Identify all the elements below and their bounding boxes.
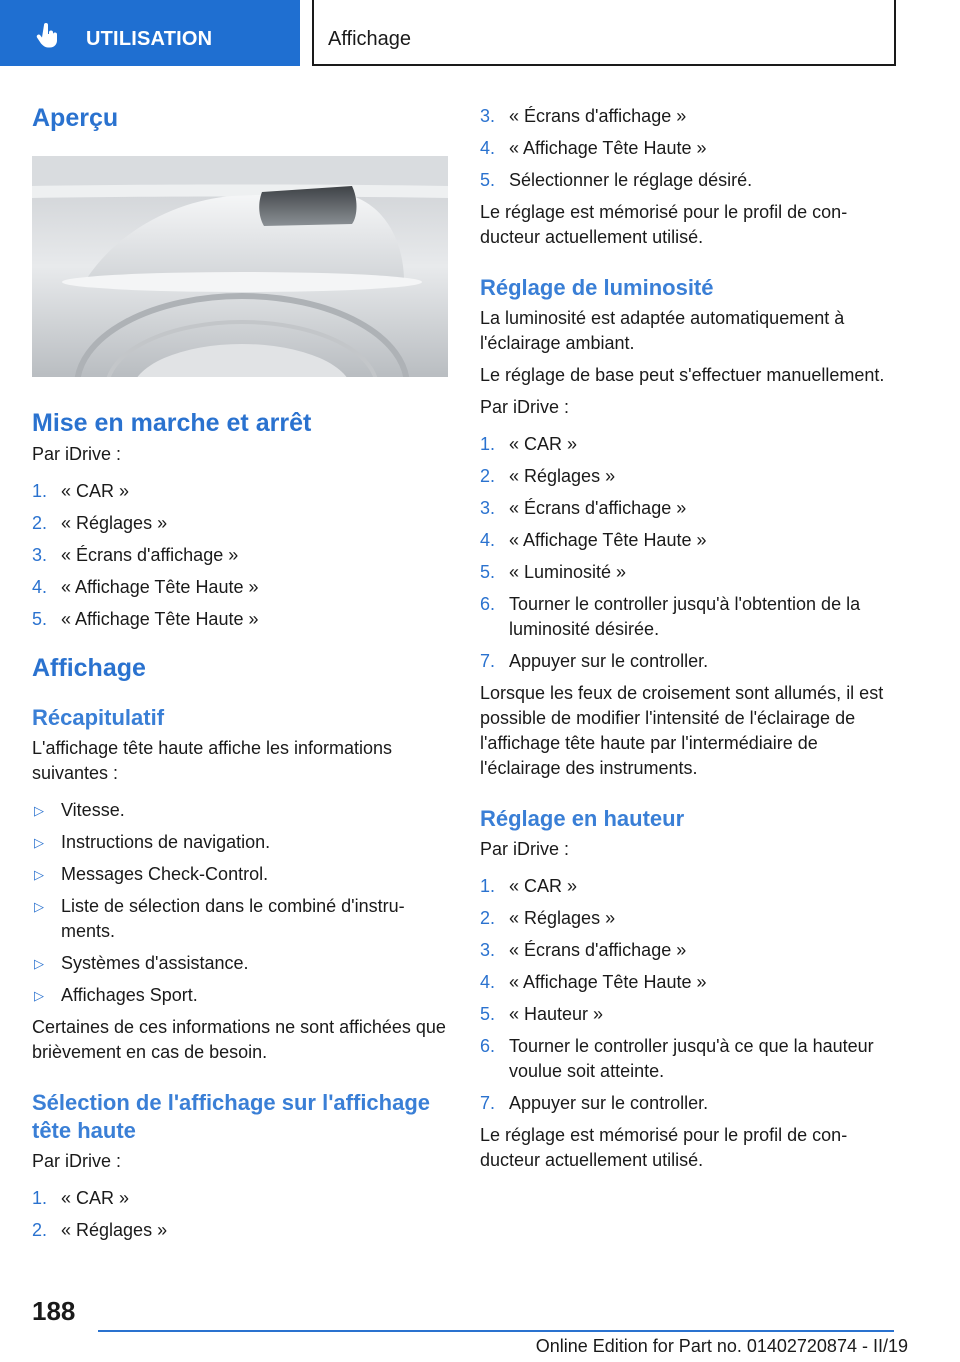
triangle-bullet-icon: ▷ bbox=[34, 803, 44, 818]
list-item: 7. Appuyer sur le controller. bbox=[480, 651, 709, 671]
left-column bbox=[32, 96, 448, 1250]
list-item: 1. « CAR » bbox=[32, 481, 130, 501]
list-item: 6. Tourner le controller jusqu'à ce que la hauteur voulue soit atteinte. bbox=[480, 1036, 874, 1081]
triangle-bullet-icon: ▷ bbox=[34, 988, 44, 1003]
edition-text: Online Edition for Part no. 01402720874 - II/19 bbox=[535, 1336, 908, 1356]
list-item: 5. « Luminosité » bbox=[480, 562, 627, 582]
mise-en-marche-heading: Mise en marche et arrêt bbox=[32, 409, 312, 437]
footer-divider bbox=[98, 1330, 894, 1332]
chapter-label: Affichage bbox=[328, 28, 412, 50]
luminosite-note: Lorsque les feux de croisement sont allumés, il est possible de modifier l'intensité de l'éclairage de l'affichage tête haute par l'intermédiaire de l'éclairage des instruments. bbox=[480, 683, 884, 778]
list-item: 1. « CAR » bbox=[480, 434, 578, 454]
selection-intro: Par iDrive : bbox=[32, 1151, 122, 1171]
selection-note: Le réglage est mémorisé pour le profil de conducteur actuellement utilisé. bbox=[480, 202, 848, 247]
list-item: 1. « CAR » bbox=[32, 1188, 130, 1208]
list-item: ▷ Instructions de navigation. bbox=[32, 830, 448, 855]
triangle-bullet-icon: ▷ bbox=[34, 956, 44, 971]
list-item: ▷ Messages Check-Control. bbox=[32, 862, 448, 887]
list-item: 2. « Réglages » bbox=[480, 908, 616, 928]
recapitulatif-heading: Récapitulatif bbox=[32, 705, 165, 730]
hauteur-heading: Réglage en hauteur bbox=[480, 806, 685, 831]
list-item: 3. « Écrans d'affichage » bbox=[480, 498, 687, 518]
list-item: ▷ Systèmes d'assistance. bbox=[32, 951, 448, 976]
list-item: 4. « Affichage Tête Haute » bbox=[32, 577, 259, 597]
selection-steps-list bbox=[32, 1186, 448, 1243]
chapter-box bbox=[312, 0, 896, 66]
triangle-bullet-icon: ▷ bbox=[34, 867, 44, 882]
list-item: 5. Sélectionner le réglage désiré. bbox=[480, 170, 753, 190]
luminosite-intro: Par iDrive : bbox=[480, 397, 570, 417]
list-item: 2. « Réglages » bbox=[480, 466, 616, 486]
list-item: 1. « CAR » bbox=[480, 876, 578, 896]
recap-list bbox=[32, 798, 448, 1008]
section-label: UTILISATION bbox=[86, 28, 213, 50]
apercu-heading: Aperçu bbox=[32, 104, 119, 132]
hauteur-note: Le réglage est mémorisé pour le profil de conducteur actuellement utilisé. bbox=[480, 1125, 848, 1170]
page-footer bbox=[0, 1290, 960, 1362]
page-header bbox=[0, 0, 960, 66]
section-tab[interactable] bbox=[0, 0, 300, 66]
hauteur-steps-list bbox=[480, 874, 896, 1116]
recap-text: L'affichage tête haute affiche les informations suivantes : bbox=[32, 738, 393, 783]
list-item: 6. Tourner le controller jusqu'à l'obtention de la luminosité désirée. bbox=[480, 594, 861, 639]
list-item: ▷ Affichages Sport. bbox=[32, 983, 448, 1008]
list-item: 3. « Écrans d'affichage » bbox=[32, 545, 239, 565]
list-item: 5. « Affichage Tête Haute » bbox=[32, 609, 259, 629]
right-column bbox=[480, 104, 896, 1173]
selection-steps-continued bbox=[480, 104, 896, 193]
triangle-bullet-icon: ▷ bbox=[34, 835, 44, 850]
luminosite-heading: Réglage de luminosité bbox=[480, 275, 714, 300]
list-item: 7. Appuyer sur le controller. bbox=[480, 1093, 709, 1113]
list-item: ▷ Vitesse. bbox=[32, 798, 448, 823]
list-item: 4. « Affichage Tête Haute » bbox=[480, 138, 707, 158]
recap-note: Certaines de ces informations ne sont affichées que brièvement en cas de besoin. bbox=[32, 1017, 446, 1062]
list-item: 5. « Hauteur » bbox=[480, 1004, 604, 1024]
luminosite-text-2: Le réglage de base peut s'effectuer manuellement. bbox=[480, 365, 885, 385]
hauteur-intro: Par iDrive : bbox=[480, 839, 570, 859]
list-item: 2. « Réglages » bbox=[32, 1220, 168, 1240]
list-item: 2. « Réglages » bbox=[32, 513, 168, 533]
head-up-display-photo bbox=[32, 156, 448, 377]
triangle-bullet-icon: ▷ bbox=[34, 899, 44, 914]
list-item: 4. « Affichage Tête Haute » bbox=[480, 972, 707, 992]
page-number: 188 bbox=[32, 1296, 76, 1326]
luminosite-steps-list bbox=[480, 432, 896, 674]
hand-pointer-icon bbox=[34, 22, 62, 50]
list-item: ▷ Liste de sélection dans le combiné d'instruments. bbox=[32, 894, 448, 944]
list-item: 4. « Affichage Tête Haute » bbox=[480, 530, 707, 550]
list-item: 3. « Écrans d'affichage » bbox=[480, 106, 687, 126]
mise-steps-list bbox=[32, 479, 448, 632]
selection-heading: Sélection de l'affichage sur l'affichage tête haute bbox=[32, 1090, 431, 1143]
luminosite-text-1: La luminosité est adaptée automatiquement à l'éclairage ambiant. bbox=[480, 308, 845, 353]
list-item: 3. « Écrans d'affichage » bbox=[480, 940, 687, 960]
affichage-heading: Affichage bbox=[32, 654, 146, 682]
mise-intro: Par iDrive : bbox=[32, 444, 122, 464]
